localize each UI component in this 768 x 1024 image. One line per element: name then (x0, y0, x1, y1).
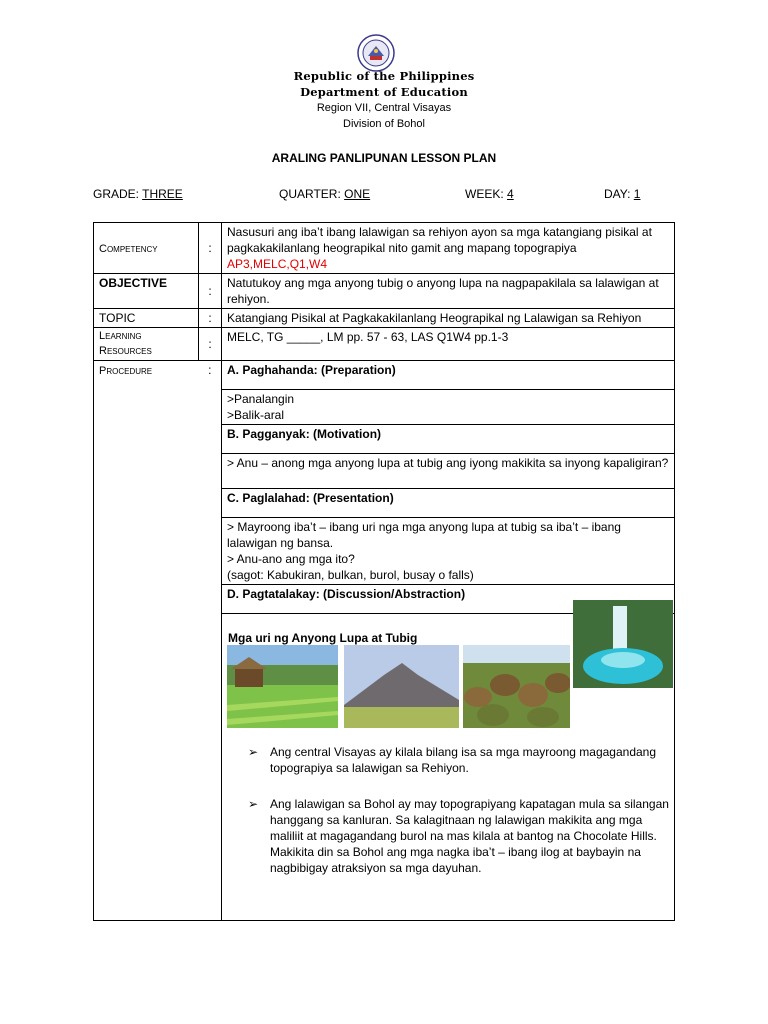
topic-row (94, 309, 675, 328)
colon: : (199, 309, 222, 328)
colon: : (199, 274, 222, 309)
colon: : (199, 223, 222, 274)
quarter-field: QUARTER: ONE (279, 187, 371, 201)
division-line: Division of Bohol (343, 118, 425, 130)
step-c-item-3: (sagot: Kabukiran, bulkan, burol, busay o falls) (227, 568, 474, 582)
step-c-item-1: > Mayroong iba’t – ibang uri nga mga anyong lupa at tubig sa iba’t – ibang lalawigan ng bansa. (227, 520, 621, 550)
step-b-item-1: > Anu – anong mga anyong lupa at tubig ang iyong makikita sa inyong kapaligiran? (222, 454, 674, 489)
resources-row (94, 328, 675, 361)
arrow-bullet-icon: ➢ (248, 797, 259, 811)
grade-value: THREE (142, 187, 183, 201)
topic-text: Katangiang Pisikal at Pagkakakilanlang Heograpikal ng Lalawigan sa Rehiyon (222, 309, 675, 328)
competency-code: AP3,MELC,Q1,W4 (227, 257, 328, 271)
lesson-plan-title: ARALING PANLIPUNAN LESSON PLAN (271, 151, 497, 165)
objective-text: Natutukoy ang mga anyong tubig o anyong lupa na nagpapakilala sa lalawigan at rehiyon. (222, 274, 675, 309)
week-field: WEEK: 4 (465, 187, 514, 201)
step-a-item-2: >Balik-aral (227, 408, 285, 422)
colon: : (199, 361, 222, 921)
objective-label: OBJECTIVE (99, 276, 168, 290)
resources-text: MELC, TG _____, LM pp. 57 - 63, LAS Q1W4 pp.1-3 (222, 328, 675, 361)
day-value: 1 (633, 187, 641, 201)
region-line: Region VII, Central Visayas (316, 102, 452, 114)
rice-field-picture (227, 645, 338, 728)
procedure-label: Procedure (99, 365, 153, 377)
republic-line: Republic of the Philippines (293, 69, 475, 83)
topic-label: TOPIC (99, 311, 136, 325)
bullet-item-1: ➢ Ang central Visayas ay kilala bilang isa sa mga mayroong magagandang topograpiya sa lalawigan sa Rehiyon. (248, 745, 657, 775)
step-d-title: D. Pagtatalakay: (Discussion/Abstraction) (227, 587, 466, 601)
step-c-title: C. Paglalahad: (Presentation) (227, 491, 394, 505)
department-line: Department of Education (300, 85, 468, 99)
step-c-item-2: > Anu-ano ang mga ito? (227, 552, 355, 566)
objective-row (94, 274, 675, 309)
lesson-plan-table (93, 222, 675, 921)
step-b-title: B. Pagganyak: (Motivation) (227, 427, 382, 441)
bullet-item-2: ➢ Ang lalawigan sa Bohol ay may topograpiyang kapatagan mula sa silangan hanggang sa kanluran. Sa kalagitnaan ng lalawigan makikita ang mga maliliit at magagandang burol na mas kilala at bantog na Chocolate Hills. Makikita din sa Bohol ang mga nagka iba’t – ibang ilog at baybayin na nagbibigay atraksiyon sa mga dayuhan. (248, 797, 669, 875)
competency-text: Nasusuri ang iba’t ibang lalawigan sa rehiyon ayon sa mga katangiang pisikal at pagkakakilanlang heograpikal nito gamit ang mapang topograpiya (227, 225, 652, 255)
procedure-row (94, 361, 675, 921)
competency-row (94, 223, 675, 274)
discussion-heading: Mga uri ng Anyong Lupa at Tubig (228, 631, 418, 645)
grade-field: GRADE: THREE (93, 187, 183, 201)
chocolate-hills-picture (463, 645, 570, 728)
waterfall-picture (573, 600, 673, 688)
arrow-bullet-icon: ➢ (248, 745, 259, 759)
competency-label: Competency (99, 242, 158, 255)
resources-label-2: Resources (99, 345, 152, 357)
deped-seal-icon (357, 34, 395, 72)
step-a-item-1: >Panalangin (227, 392, 295, 406)
quarter-value: ONE (344, 187, 371, 201)
step-a-title: A. Paghahanda: (Preparation) (227, 363, 396, 377)
resources-label-1: Learning (99, 330, 142, 342)
week-value: 4 (507, 187, 514, 201)
volcano-picture (344, 645, 459, 728)
day-field: DAY: 1 (604, 187, 641, 201)
colon: : (199, 328, 222, 361)
